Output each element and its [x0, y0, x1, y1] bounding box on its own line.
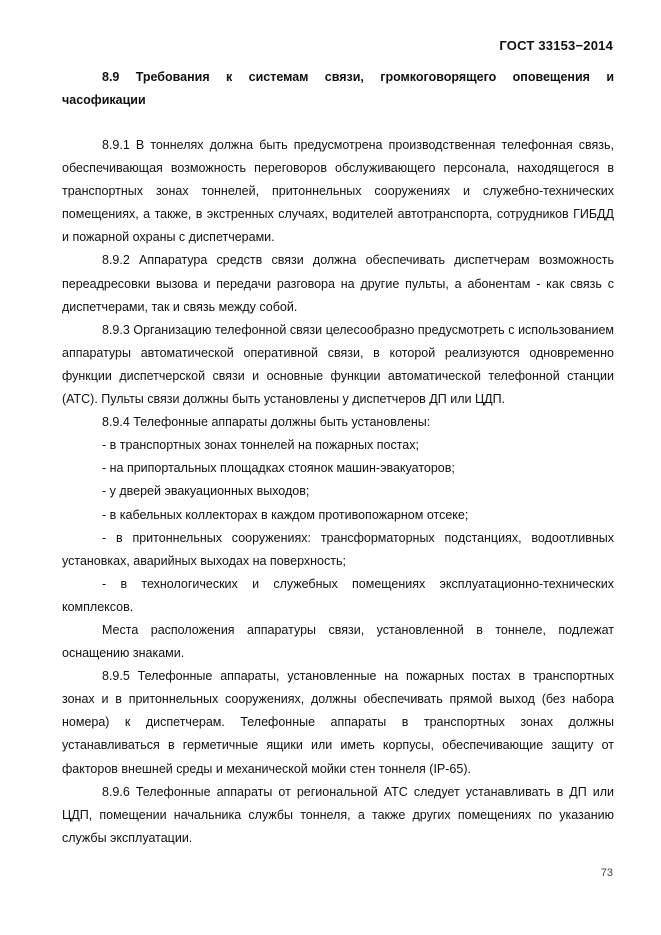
paragraph-signage: Места расположения аппаратуры связи, установленной в тоннеле, подлежат оснащению знаками.	[62, 622, 614, 661]
paragraph-8-9-3: 8.9.3 Организацию телефонной связи целесообразно предусмотреть с использованием аппаратуры автоматической оперативной связи, в которой реализуются одновременно функции диспетчерской связи и основные функции автоматической телефонной станции (АТС). Пульты связи должны быть установлены у диспетчеров ДП или ЦДП.	[62, 322, 614, 407]
list-item: - в кабельных коллекторах в каждом противопожарном отсеке;	[102, 507, 469, 522]
document-id-header: ГОСТ 33153−2014	[499, 38, 613, 53]
list-item: - в транспортных зонах тоннелей на пожарных постах;	[102, 438, 419, 453]
list-item: - в притоннельных сооружениях: трансформаторных подстанциях, водоотливных установках, аварийных выходах на поверхность;	[62, 530, 614, 568]
list-item: - у дверей эвакуационных выходов;	[102, 484, 310, 499]
paragraph-8-9-5: 8.9.5 Телефонные аппараты, установленные на пожарных постах в транспортных зонах и в притоннельных сооружениях, должны обеспечивать прямой выход (без набора номера) к диспетчерам. Телефонные аппараты в транспортных зонах должны устанавливаться в герметичные ящики или иметь корпусы, обеспечивающие защиту от факторов внешней среды и механической мойки стен тоннеля (IP-65).	[62, 669, 614, 776]
paragraph-8-9-1: 8.9.1 В тоннелях должна быть предусмотрена производственная телефонная связь, обеспечивающая возможность переговоров обслуживающего персонала, находящегося в транспортных зонах тоннелей, притоннельных сооружениях и служебно-технических помещениях, а также, в экстренных случаях, водителей автотранспорта, сотрудников ГИБДД и пожарной охраны с диспетчерами.	[62, 138, 614, 245]
list-item: - в технологических и служебных помещениях эксплуатационно-технических комплексов.	[62, 576, 614, 614]
paragraph-8-9-2: 8.9.2 Аппаратура средств связи должна обеспечивать диспетчерам возможность переадресовки вызова и передачи разговора на другие пульты, а абонентам - как связь с диспетчерами, так и связь между собой.	[62, 253, 614, 314]
paragraph-8-9-6: 8.9.6 Телефонные аппараты от региональной АТС следует устанавливать в ДП или ЦДП, помещении начальника службы тоннеля, а также других помещениях по указанию службы эксплуатации.	[62, 784, 614, 845]
page-number: 73	[600, 867, 613, 879]
spacer	[62, 112, 614, 134]
paragraph-8-9-4: 8.9.4 Телефонные аппараты должны быть установлены:	[102, 415, 431, 430]
list-item: - на припортальных площадках стоянок машин-эвакуаторов;	[102, 461, 455, 476]
section-heading: 8.9 Требования к системам связи, громкоговорящего оповещения и часофикации	[62, 70, 614, 107]
document-body	[62, 66, 614, 850]
